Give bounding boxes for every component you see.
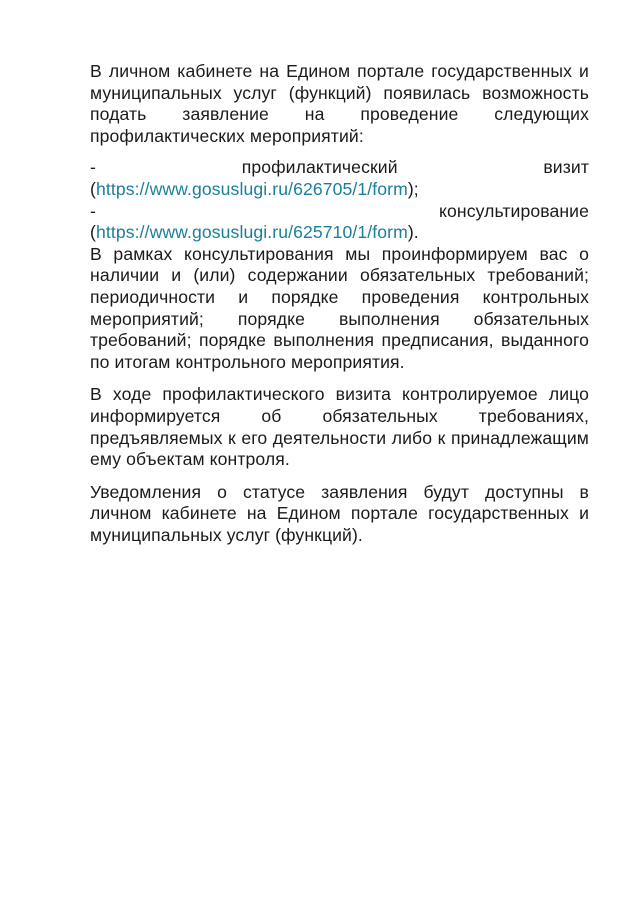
list-dash: - — [90, 200, 96, 221]
paren-close: ). — [407, 222, 419, 243]
paren-close: ); — [407, 178, 419, 199]
item-list — [90, 157, 589, 243]
notice-paragraph: Уведомления о статусе заявления будут доступны в личном кабинете на Едином портале государственных и муниципальных услуг (функций). — [90, 481, 589, 545]
list-item-header — [90, 157, 589, 179]
document-body — [90, 61, 589, 546]
list-item-link-line — [90, 222, 589, 244]
list-item-word: профилактический — [241, 157, 398, 178]
list-item-word: консультирование — [439, 200, 589, 221]
profilactic-visit-link[interactable]: https://www.gosuslugi.ru/626705/1/form — [95, 178, 408, 199]
paren-open: ( — [90, 178, 96, 199]
visit-paragraph: В ходе профилактического визита контролируемое лицо информируется об обязательных требованиях, предъявляемых к его деятельности либо к принадлежащим ему объектам контроля. — [90, 384, 589, 470]
intro-paragraph: В личном кабинете на Едином портале государственных и муниципальных услуг (функций) появилась возможность подать заявление на проведение следующих профилактических мероприятий: — [90, 61, 589, 146]
list-item-link-line — [90, 179, 589, 201]
consultation-link[interactable]: https://www.gosuslugi.ru/625710/1/form — [95, 222, 408, 243]
list-item-word: визит — [543, 157, 589, 178]
list-item — [90, 157, 589, 200]
list-item — [90, 201, 589, 244]
list-item-header — [90, 201, 589, 223]
list-dash: - — [90, 157, 96, 178]
paren-open: ( — [90, 222, 96, 243]
consultation-paragraph: В рамках консультирования мы проинформируем вас о наличии и (или) содержании обязательных требований; периодичности и порядке проведения контрольных мероприятий; порядке выполнения обязательных требований; порядке выполнения предписания, выданного по итогам контрольного мероприятия. — [90, 243, 589, 372]
